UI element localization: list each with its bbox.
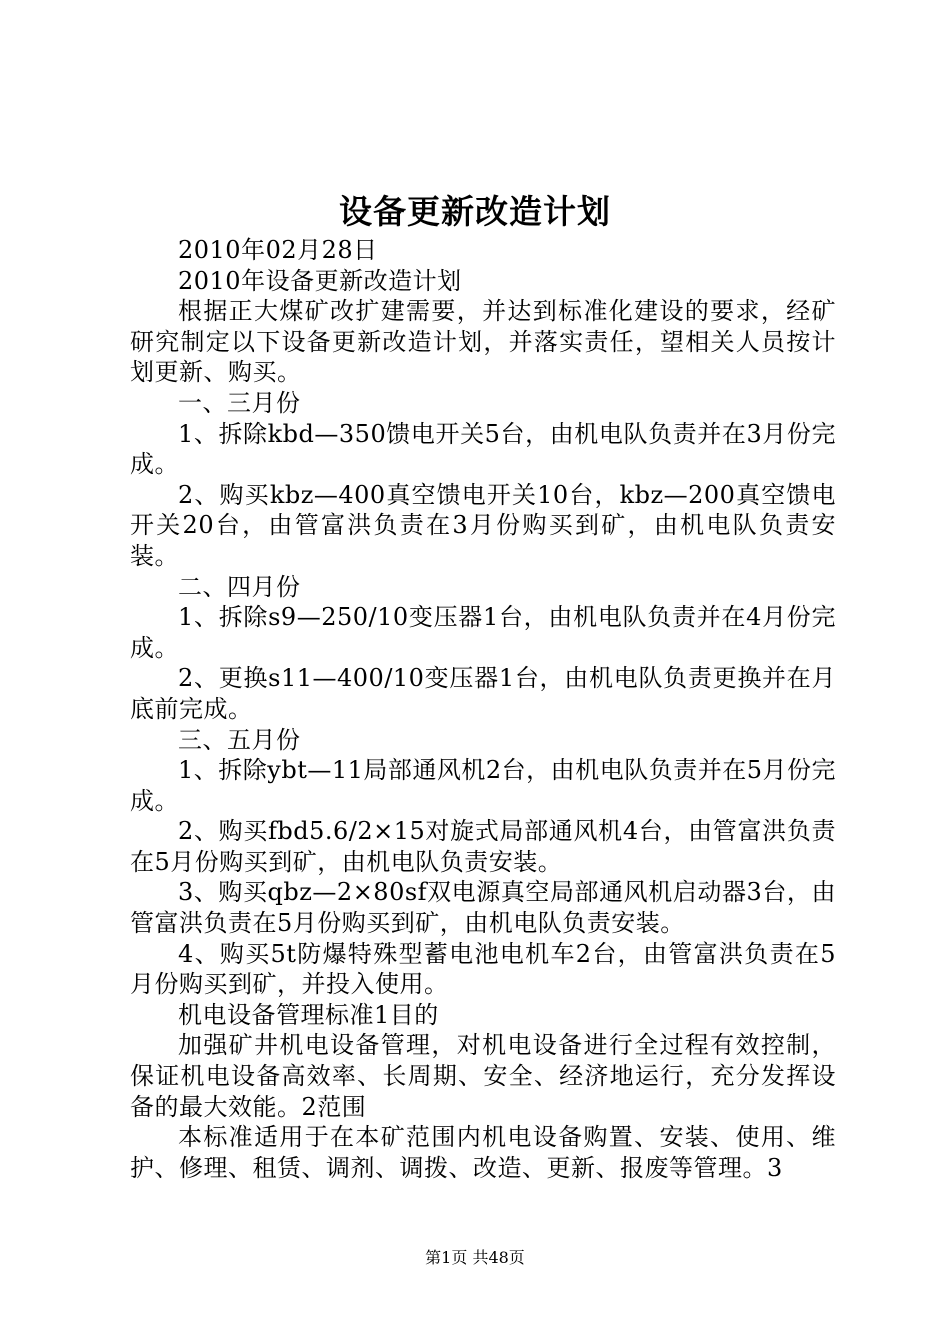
document-body (130, 235, 836, 1183)
paragraph: 2、更换s11—400/10变压器1台，由机电队负责更换并在月底前完成。 (130, 664, 836, 723)
document-title: 设备更新改造计划 (339, 192, 611, 231)
paragraph: 1、拆除ybt—11局部通风机2台，由机电队负责并在5月份完成。 (130, 756, 836, 815)
paragraph: 2010年02月28日 (178, 236, 378, 264)
paragraph: 1、拆除s9—250/10变压器1台，由机电队负责并在4月份完成。 (130, 603, 836, 662)
page-footer: 第1页 共48页 (425, 1248, 525, 1267)
paragraph: 1、拆除kbd—350馈电开关5台，由机电队负责并在3月份完成。 (130, 419, 836, 479)
paragraph: 加强矿井机电设备管理，对机电设备进行全过程有效控制，保证机电设备高效率、长周期、安全、经济地运行，充分发挥设备的最大效能。2范围 (130, 1031, 836, 1121)
paragraph: 一、三月份 (178, 388, 301, 417)
paragraph: 本标准适用于在本矿范围内机电设备购置、安装、使用、维护、修理、租赁、调剂、调拨、改造、更新、报废等管理。3 (130, 1123, 836, 1182)
paragraph: 二、四月份 (178, 572, 301, 601)
paragraph: 机电设备管理标准1目的 (178, 1000, 439, 1029)
paragraph: 2、购买kbz—400真空馈电开关10台，kbz—200真空馈电开关20台，由管富洪负责在3月份购买到矿，由机电队负责安装。 (130, 480, 836, 570)
paragraph: 三、五月份 (178, 725, 301, 754)
paragraph: 4、购买5t防爆特殊型蓄电池电机车2台，由管富洪负责在5月份购买到矿，并投入使用。 (130, 939, 836, 999)
paragraph: 3、购买qbz—2×80sf双电源真空局部通风机启动器3台，由管富洪负责在5月份购买到矿，由机电队负责安装。 (130, 878, 836, 938)
paragraph: 2010年设备更新改造计划 (178, 266, 462, 295)
paragraph: 2、购买fbd5.6/2×15对旋式局部通风机4台，由管富洪负责在5月份购买到矿，由机电队负责安装。 (130, 817, 836, 876)
paragraph: 根据正大煤矿改扩建需要，并达到标准化建设的要求，经矿研究制定以下设备更新改造计划，并落实责任，望相关人员按计划更新、购买。 (130, 297, 836, 387)
